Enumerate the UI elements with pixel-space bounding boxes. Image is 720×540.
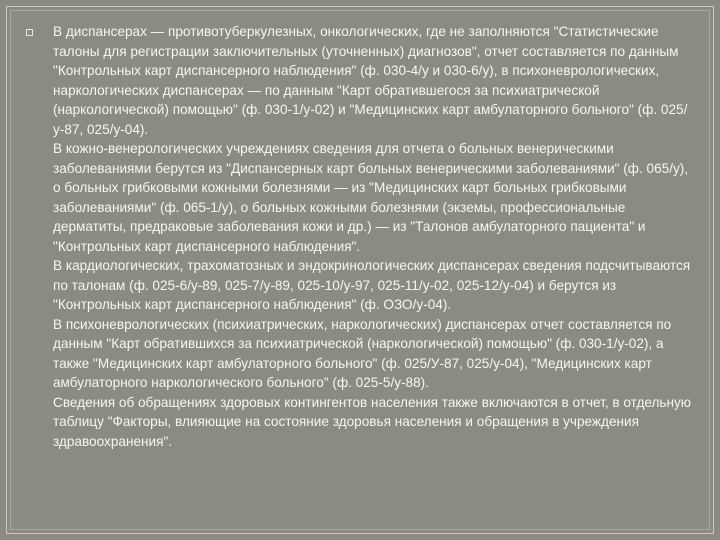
square-bullet-icon <box>26 29 33 36</box>
paragraph-cardiology: В кардиологических, трахоматозных и эндокринологических диспансерах сведения подсчитываются по талонам (ф. 025-6/у-89, 025-7/у-89, 025-10/у-97, 025-11/у-02, 025-12/у-04) и берутся из "Контрольных карт диспансерного наблюдения" (ф. ОЗО/у-04). <box>53 258 691 312</box>
text-body <box>53 22 693 451</box>
paragraph-dermatovenerology: В кожно-венерологических учреждениях сведения для отчета о больных венерическими заболеваниями берутся из "Диспансерных карт больных венерическими заболеваниями" (ф. 065/у), о больных грибковыми кожными болезнями — из "Медицинских карт больных грибковыми заболеваниями" (ф. 065-1/у), о больных кожными болезнями (экземы, профессиональные дерматиты, предраковые заболевания кожи и др.) — из "Талонов амбулаторного пациента" и "Контрольных карт диспансерного наблюдения". <box>53 141 689 254</box>
paragraph-dispensaries: В диспансерах — противотуберкулезных, онкологических, где не заполняются "Статистические талоны для регистрации заключительных (уточненных) диагнозов", отчет составляется по данным "Контрольных карт диспансерного наблюдения" (ф. 030-4/у и 030-6/у), в психоневрологических, наркологических диспансерах — по данным "Карт обратившегося за психиатрической (наркологической) помощью" (ф. 030-1/у-02) и "Медицинских карт амбулаторного больного" (ф. 025/у-87, 025/у-04). <box>53 24 688 137</box>
paragraph-psychoneurology: В психоневрологических (психиатрических, наркологических) диспансерах отчет составляется по данным "Карт обратившихся за психиатрической (наркологической) помощью" (ф. 030-1/у-02), а также "Медицинских карт амбулаторного больного" (ф. 025/У-87, 025/у-04), "Медицинских карт амбулаторного наркологического больного" (ф. 025-5/у-88). <box>53 316 672 390</box>
paragraph-healthy-contingents: Сведения об обращениях здоровых контингентов населения также включаются в отчет, в отдельную таблицу "Факторы, влияющие на состояние здоровья населения и обращения в учреждения здравоохранения". <box>53 394 692 449</box>
